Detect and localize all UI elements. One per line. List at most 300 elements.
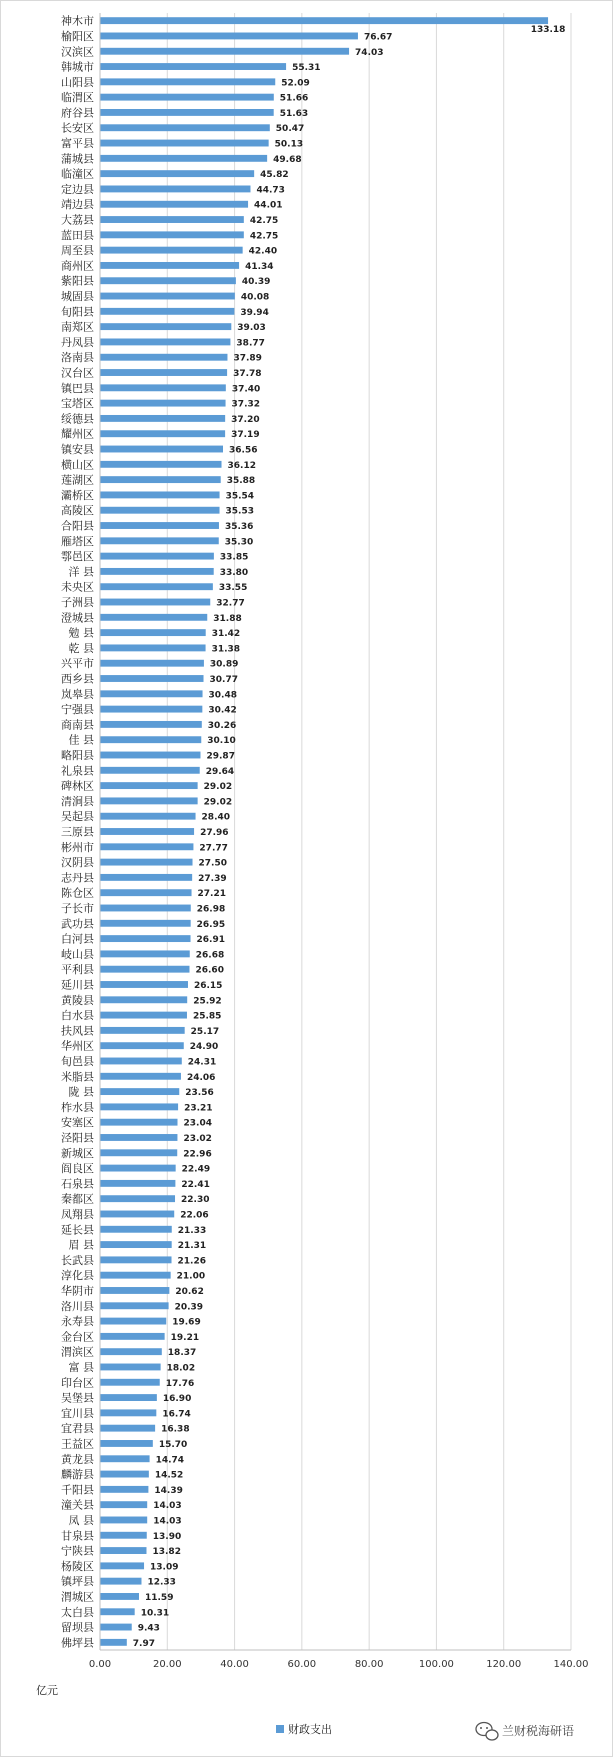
bar	[100, 384, 226, 391]
data-label: 31.42	[211, 629, 241, 640]
category-label: 米脂县	[61, 1070, 94, 1084]
category-label: 定边县	[61, 182, 94, 196]
bar	[100, 48, 349, 55]
data-label: 9.43	[137, 1623, 160, 1634]
data-label: 22.06	[180, 1210, 209, 1221]
category-label: 西乡县	[61, 672, 94, 686]
data-label: 29.02	[203, 797, 233, 808]
category-label: 长安区	[61, 121, 94, 135]
data-label: 37.32	[231, 399, 261, 410]
data-label: 30.26	[207, 720, 237, 731]
data-label: 14.03	[153, 1516, 182, 1527]
category-label: 留坝县	[61, 1621, 94, 1635]
category-label: 延川县	[61, 978, 94, 992]
bar	[100, 1302, 169, 1309]
category-label: 甘泉县	[61, 1529, 94, 1543]
bar	[100, 1241, 172, 1248]
category-label: 岐山县	[61, 947, 94, 961]
bar	[100, 1211, 174, 1218]
data-label: 22.49	[181, 1164, 211, 1175]
data-label: 19.69	[172, 1317, 201, 1328]
bar	[100, 170, 254, 177]
data-label: 36.12	[227, 460, 256, 471]
category-label: 宜川县	[61, 1406, 94, 1420]
legend-swatch	[276, 1725, 284, 1733]
bar	[100, 1103, 178, 1110]
bar	[100, 507, 220, 514]
bar	[100, 1134, 177, 1141]
data-label: 30.42	[208, 705, 237, 716]
category-label: 合阳县	[61, 519, 94, 533]
category-label: 镇巴县	[61, 381, 94, 395]
category-label: 平利县	[61, 963, 94, 977]
x-tick-label: 140.00	[553, 1659, 589, 1670]
bar	[100, 1455, 150, 1462]
data-label: 24.31	[187, 1057, 217, 1068]
category-label: 宜君县	[61, 1422, 94, 1436]
category-label: 陈仓区	[61, 886, 94, 900]
data-label: 11.59	[144, 1592, 174, 1603]
data-label: 18.37	[167, 1348, 197, 1359]
bar	[100, 905, 191, 912]
bar	[100, 644, 206, 651]
data-label: 51.66	[279, 93, 309, 104]
bar	[100, 1287, 169, 1294]
category-label: 子洲县	[61, 596, 94, 610]
bar	[100, 553, 214, 560]
category-label: 汉阴县	[61, 856, 94, 870]
bar	[100, 262, 239, 269]
bar	[100, 1517, 147, 1524]
data-label: 28.40	[201, 812, 231, 823]
data-label: 41.34	[245, 261, 274, 272]
data-label: 37.89	[233, 353, 262, 364]
category-label: 未央区	[61, 580, 94, 594]
category-label: 蓝田县	[61, 228, 94, 242]
bar	[100, 247, 243, 254]
data-label: 35.54	[225, 491, 255, 502]
data-label: 50.13	[274, 139, 304, 150]
bar	[100, 201, 248, 208]
category-label: 绥德县	[61, 412, 94, 426]
category-label: 宝塔区	[61, 397, 94, 411]
bar	[100, 1012, 187, 1019]
category-label: 柞水县	[61, 1100, 94, 1114]
data-label: 22.96	[183, 1149, 212, 1160]
bar	[100, 950, 190, 957]
data-label: 37.78	[233, 369, 262, 380]
category-label: 耀州区	[61, 427, 94, 441]
bar	[100, 1547, 146, 1554]
category-label: 石泉县	[61, 1177, 94, 1191]
bar	[100, 1501, 147, 1508]
data-label: 14.74	[155, 1455, 185, 1466]
category-label: 王益区	[61, 1437, 94, 1451]
category-label: 华州区	[61, 1039, 94, 1053]
category-label: 略阳县	[61, 749, 94, 762]
category-label: 安塞区	[61, 1116, 94, 1130]
category-label: 灞桥区	[61, 488, 94, 502]
bar	[100, 124, 270, 131]
category-label: 阎良区	[61, 1162, 94, 1176]
bar	[100, 1088, 179, 1095]
category-label: 蒲城县	[61, 152, 94, 166]
data-label: 76.67	[363, 32, 393, 43]
bar	[100, 33, 358, 40]
category-label: 华阴市	[61, 1284, 94, 1298]
category-label: 长武县	[61, 1253, 94, 1267]
bar	[100, 216, 244, 223]
data-label: 18.02	[166, 1363, 196, 1374]
data-label: 15.70	[158, 1439, 188, 1450]
category-label: 兴平市	[61, 657, 94, 671]
bar	[100, 1409, 156, 1416]
bar	[100, 1195, 175, 1202]
category-label: 潼关县	[61, 1498, 94, 1512]
category-label: 吴起县	[61, 810, 94, 824]
bar	[100, 874, 192, 881]
data-label: 33.55	[218, 583, 248, 594]
bar	[100, 1394, 157, 1401]
bar	[100, 1532, 147, 1539]
category-label: 太白县	[61, 1605, 94, 1619]
bar	[100, 63, 286, 70]
category-label: 临潼区	[61, 167, 94, 181]
bar	[100, 706, 202, 713]
bar	[100, 1149, 177, 1156]
data-label: 10.31	[140, 1608, 170, 1619]
category-label: 清涧县	[61, 794, 94, 808]
category-label: 佳 县	[68, 733, 94, 747]
category-label: 莲湖区	[61, 473, 94, 487]
bar	[100, 400, 226, 407]
category-label: 城固县	[61, 290, 94, 304]
x-tick-label: 60.00	[287, 1659, 317, 1670]
bar	[100, 1379, 160, 1386]
data-label: 40.08	[240, 292, 270, 303]
category-label: 渭滨区	[61, 1345, 94, 1359]
bar	[100, 155, 267, 162]
data-label: 17.76	[165, 1378, 195, 1389]
bar	[100, 1562, 144, 1569]
data-label: 13.09	[150, 1562, 179, 1573]
data-label: 30.48	[208, 690, 238, 701]
category-label: 靖边县	[61, 198, 94, 212]
data-label: 25.85	[192, 1011, 222, 1022]
data-label: 74.03	[355, 47, 384, 58]
bar	[100, 323, 231, 330]
data-label: 20.62	[175, 1286, 204, 1297]
bar	[100, 1471, 149, 1478]
data-label: 20.39	[174, 1302, 204, 1313]
x-tick-label: 80.00	[354, 1659, 384, 1670]
data-label: 26.91	[196, 935, 225, 946]
bar	[100, 308, 234, 315]
data-label: 16.74	[162, 1409, 191, 1420]
category-label: 临渭区	[61, 91, 94, 105]
category-label: 镇安县	[61, 443, 94, 457]
category-label: 延长县	[61, 1223, 94, 1237]
category-label: 扶风县	[61, 1024, 94, 1038]
data-label: 14.52	[154, 1470, 184, 1481]
bar	[100, 94, 274, 101]
category-label: 黄龙县	[61, 1452, 94, 1466]
category-label: 凤 县	[68, 1513, 94, 1527]
data-label: 21.31	[177, 1241, 207, 1252]
bar	[100, 1578, 141, 1585]
category-label: 三原县	[61, 825, 94, 839]
data-label: 27.39	[198, 873, 227, 884]
category-label: 乾 县	[68, 641, 94, 655]
bar	[100, 491, 220, 498]
data-label: 44.73	[256, 185, 285, 196]
bar	[100, 736, 201, 743]
data-label: 25.17	[190, 1026, 220, 1037]
bar	[100, 599, 210, 606]
category-label: 佛坪县	[61, 1636, 94, 1650]
bar	[100, 614, 207, 621]
category-label: 彬州市	[61, 840, 94, 854]
bar	[100, 981, 188, 988]
bar	[100, 1318, 166, 1325]
data-label: 21.00	[176, 1271, 206, 1282]
data-label: 51.63	[279, 108, 309, 119]
bar	[100, 293, 235, 300]
category-label: 南郑区	[61, 320, 94, 334]
data-label: 31.88	[213, 613, 242, 624]
bar	[100, 920, 191, 927]
data-label: 27.77	[199, 843, 228, 854]
data-label: 22.30	[181, 1195, 210, 1206]
data-label: 42.75	[249, 216, 279, 227]
data-label: 23.21	[184, 1103, 213, 1114]
data-label: 37.19	[231, 430, 260, 441]
bar	[100, 369, 227, 376]
data-label: 55.31	[292, 63, 321, 74]
bar	[100, 1073, 181, 1080]
bar	[100, 660, 204, 667]
bar	[100, 430, 225, 437]
bar	[100, 675, 204, 682]
bar	[100, 1165, 176, 1172]
category-label: 勉 县	[68, 626, 94, 640]
data-label: 33.80	[219, 567, 249, 578]
bar	[100, 109, 274, 116]
bar	[100, 1440, 153, 1447]
category-label: 商南县	[61, 718, 94, 732]
data-label: 38.77	[236, 338, 265, 349]
data-label: 26.68	[195, 950, 225, 961]
bar	[100, 1348, 162, 1355]
category-label: 宁陕县	[61, 1544, 94, 1558]
bar	[100, 461, 222, 468]
data-label: 49.68	[273, 154, 302, 165]
bar	[100, 1027, 185, 1034]
category-label: 富平县	[61, 137, 94, 151]
data-label: 31.38	[211, 644, 241, 655]
bar	[100, 522, 219, 529]
category-label: 杨陵区	[61, 1559, 94, 1573]
category-label: 永寿县	[61, 1315, 94, 1329]
data-label: 26.95	[196, 919, 226, 930]
category-label: 大荔县	[61, 213, 94, 227]
bar	[100, 797, 198, 804]
category-label: 旬邑县	[61, 1054, 94, 1068]
data-label: 21.26	[177, 1256, 206, 1267]
data-label: 29.64	[205, 766, 235, 777]
bar	[100, 1639, 127, 1646]
data-label: 27.50	[198, 858, 227, 869]
category-label: 渭城区	[61, 1590, 94, 1604]
bar	[100, 537, 219, 544]
category-label: 千阳县	[61, 1483, 94, 1497]
category-label: 山阳县	[61, 75, 94, 89]
category-label: 横山区	[61, 458, 94, 472]
category-label: 武功县	[61, 917, 94, 931]
bar	[100, 476, 221, 483]
category-label: 镇坪县	[61, 1575, 94, 1589]
category-label: 白河县	[61, 932, 94, 946]
data-label: 33.85	[219, 552, 249, 563]
category-label: 金台区	[61, 1330, 94, 1344]
bar	[100, 1364, 161, 1371]
bar	[100, 782, 198, 789]
data-label: 24.90	[189, 1042, 219, 1053]
bar	[100, 996, 187, 1003]
bar	[100, 767, 200, 774]
category-label: 秦都区	[61, 1192, 94, 1206]
legend-series-name: 财政支出	[288, 1723, 332, 1736]
bar	[100, 231, 244, 238]
data-label: 39.94	[240, 307, 269, 318]
data-label: 35.30	[224, 537, 254, 548]
bar	[100, 721, 202, 728]
x-tick-label: 20.00	[152, 1659, 182, 1670]
bar	[100, 1272, 171, 1279]
x-tick-label: 40.00	[220, 1659, 249, 1670]
category-label: 麟游县	[61, 1468, 94, 1482]
watermark	[476, 1723, 574, 1741]
data-label: 45.82	[260, 170, 289, 181]
bar	[100, 828, 194, 835]
data-label: 25.92	[193, 996, 222, 1007]
category-label: 周至县	[61, 244, 94, 258]
x-tick-label: 120.00	[486, 1659, 522, 1670]
data-label: 23.56	[185, 1088, 214, 1099]
data-label: 37.40	[231, 384, 261, 395]
data-label: 35.53	[225, 506, 254, 517]
watermark-text: 兰财税海研语	[502, 1724, 575, 1738]
category-label: 汉滨区	[61, 45, 94, 59]
bar	[100, 752, 200, 759]
bar	[100, 1333, 165, 1340]
category-label: 高陵区	[61, 504, 94, 518]
category-label: 韩城市	[61, 60, 94, 74]
data-label: 29.02	[203, 782, 233, 793]
category-label: 志丹县	[61, 871, 94, 885]
data-label: 35.36	[224, 522, 254, 533]
bar	[100, 1119, 178, 1126]
bar	[100, 354, 227, 361]
category-label: 澄城县	[61, 611, 94, 625]
bar	[100, 859, 193, 866]
bar	[100, 1256, 172, 1263]
category-label: 鄠邑区	[61, 550, 94, 564]
data-label: 36.56	[229, 445, 258, 456]
data-label: 42.75	[249, 231, 279, 242]
bar	[100, 935, 191, 942]
bar	[100, 186, 250, 193]
category-label: 富 县	[68, 1360, 94, 1374]
data-label: 44.01	[254, 200, 283, 211]
bar	[100, 1608, 135, 1615]
bar	[100, 629, 206, 636]
bar	[100, 966, 189, 973]
category-label: 紫阳县	[61, 274, 94, 288]
bar	[100, 843, 193, 850]
bar	[100, 813, 196, 820]
category-label: 淳化县	[61, 1269, 94, 1283]
category-label: 岚皋县	[61, 687, 94, 701]
category-label: 礼泉县	[61, 764, 94, 778]
data-label: 40.39	[241, 277, 271, 288]
category-label: 眉 县	[68, 1238, 94, 1252]
category-label: 汉台区	[61, 366, 94, 380]
data-label: 23.02	[183, 1133, 212, 1144]
data-label: 19.21	[170, 1332, 200, 1343]
category-label: 洛川县	[61, 1299, 94, 1313]
data-label: 12.33	[147, 1577, 176, 1588]
data-label: 27.96	[200, 828, 229, 838]
data-label: 23.04	[183, 1118, 212, 1129]
x-tick-label: 0.00	[88, 1659, 112, 1670]
data-label: 21.33	[177, 1225, 207, 1236]
category-label: 府谷县	[61, 106, 94, 120]
data-label: 133.18	[530, 25, 566, 36]
category-label: 吴堡县	[61, 1391, 94, 1405]
data-label: 39.03	[237, 323, 266, 334]
category-label: 黄陵县	[61, 993, 94, 1007]
bar	[100, 140, 269, 147]
data-label: 22.41	[181, 1179, 210, 1190]
data-label: 13.90	[152, 1531, 182, 1542]
category-label: 洛南县	[61, 351, 94, 365]
x-tick-label: 100.00	[418, 1659, 454, 1670]
bar	[100, 1226, 172, 1233]
category-label: 旬阳县	[61, 305, 94, 319]
category-label: 凤翔县	[61, 1207, 94, 1221]
bar	[100, 889, 192, 896]
data-label: 7.97	[132, 1638, 156, 1649]
category-label: 榆阳区	[61, 29, 94, 43]
category-label: 新城区	[61, 1146, 94, 1160]
category-label: 白水县	[61, 1009, 94, 1023]
bar	[100, 17, 548, 24]
data-label: 37.20	[231, 414, 260, 425]
category-label: 陇 县	[68, 1085, 94, 1099]
data-label: 14.39	[154, 1485, 183, 1496]
data-label: 13.82	[152, 1547, 181, 1558]
data-label: 30.77	[209, 675, 238, 686]
bar	[100, 568, 214, 575]
data-label: 29.87	[206, 751, 235, 762]
bar	[100, 1624, 132, 1631]
bar	[100, 690, 203, 697]
data-label: 30.10	[207, 736, 236, 747]
data-label: 35.88	[226, 476, 256, 487]
data-label: 52.09	[281, 78, 310, 89]
bar	[100, 1425, 155, 1432]
